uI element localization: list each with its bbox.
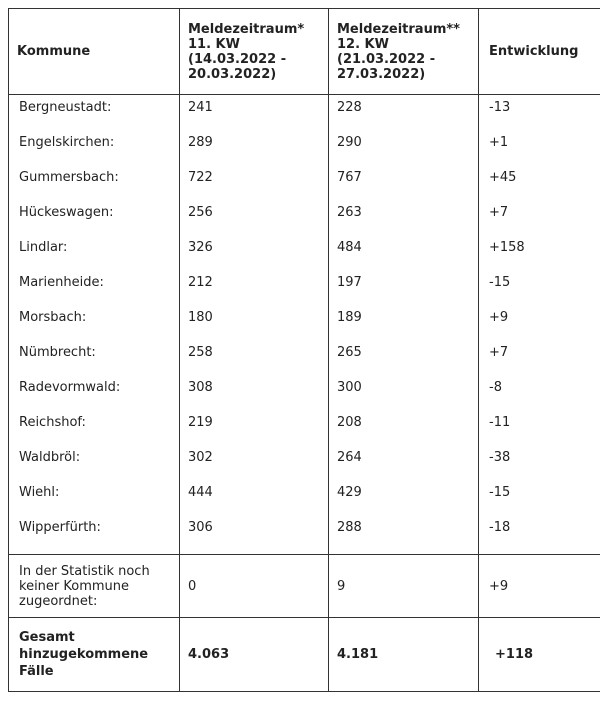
- kommune-cell: Wiehl:: [19, 485, 60, 500]
- kommune-cell: Wipperfürth:: [19, 520, 101, 535]
- kw12-cell: 189: [337, 310, 362, 325]
- entwicklung-cell: -13: [489, 100, 511, 115]
- kommune-cell: Bergneustadt:: [19, 100, 112, 115]
- header-entwicklung: Entwicklung: [479, 9, 600, 95]
- kw11-cell: 241: [188, 100, 213, 115]
- header-kw11-line-3: (14.03.2022 -: [188, 51, 287, 67]
- total-row: [9, 618, 600, 692]
- unassigned-entwicklung: +9: [479, 555, 600, 618]
- kommune-cell: Nümbrecht:: [19, 345, 96, 360]
- header-row: [9, 9, 600, 95]
- header-kommune: Kommune: [9, 9, 180, 95]
- unassigned-kw11: 0: [180, 555, 329, 618]
- total-label-line-2: hinzugekommene: [19, 647, 149, 662]
- total-kw11: 4.063: [180, 618, 329, 692]
- total-label: [9, 618, 180, 692]
- kw12-cell: 265: [337, 345, 362, 360]
- entwicklung-cell: -11: [489, 415, 511, 430]
- unassigned-label-line-2: keiner Kommune: [19, 578, 130, 594]
- kw11-cell: 256: [188, 205, 213, 220]
- kw11-cell: 444: [188, 485, 213, 500]
- kommune-cell: Hückeswagen:: [19, 205, 114, 220]
- kw12-cell: 263: [337, 205, 362, 220]
- total-label-line-3: Fälle: [19, 664, 54, 679]
- kommune-cell: Engelskirchen:: [19, 135, 115, 150]
- kw12-cell: 228: [337, 100, 362, 115]
- kommune-cell: Reichshof:: [19, 415, 86, 430]
- entwicklung-cell: +9: [489, 310, 509, 325]
- kw11-cell: 219: [188, 415, 213, 430]
- header-period-kw11: [180, 9, 329, 95]
- entwicklung-cell: -15: [489, 275, 511, 290]
- kommune-cell: Lindlar:: [19, 240, 68, 255]
- kw12-column: [329, 95, 479, 555]
- kommune-cell: Radevormwald:: [19, 380, 121, 395]
- unassigned-label-line-3: zugeordnet:: [19, 593, 98, 609]
- kommune-cell: Marienheide:: [19, 275, 104, 290]
- kommune-cell: Gummersbach:: [19, 170, 119, 185]
- case-statistics-table: [8, 8, 600, 692]
- header-kw12-line-3: (21.03.2022 -: [337, 51, 436, 67]
- kw11-cell: 308: [188, 380, 213, 395]
- kw12-cell: 208: [337, 415, 362, 430]
- kommune-cell: Waldbröl:: [19, 450, 81, 465]
- header-kw11-line-2: 11. KW: [188, 36, 240, 52]
- kw11-cell: 326: [188, 240, 213, 255]
- kw11-cell: 289: [188, 135, 213, 150]
- total-label-line-1: Gesamt: [19, 630, 75, 645]
- entwicklung-cell: -38: [489, 450, 511, 465]
- kw11-cell: 258: [188, 345, 213, 360]
- header-kw11-line-1: Meldezeitraum*: [188, 21, 305, 37]
- entwicklung-cell: +7: [489, 345, 509, 360]
- kw12-cell: 288: [337, 520, 362, 535]
- entwicklung-cell: -8: [489, 380, 502, 395]
- entwicklung-cell: +158: [489, 240, 525, 255]
- total-kw12: 4.181: [329, 618, 479, 692]
- unassigned-label: [9, 555, 180, 618]
- kw12-cell: 429: [337, 485, 362, 500]
- entwicklung-column: [479, 95, 600, 555]
- header-period-kw12: [329, 9, 479, 95]
- header-kw12-line-4: 27.03.2022): [337, 66, 426, 82]
- entwicklung-cell: +1: [489, 135, 509, 150]
- kw12-cell: 484: [337, 240, 362, 255]
- header-kw12-line-1: Meldezeitraum**: [337, 21, 460, 37]
- kw11-cell: 212: [188, 275, 213, 290]
- total-entwicklung: +118: [479, 618, 600, 692]
- entwicklung-cell: +7: [489, 205, 509, 220]
- kw11-cell: 302: [188, 450, 213, 465]
- kw11-cell: 722: [188, 170, 213, 185]
- entwicklung-cell: -18: [489, 520, 511, 535]
- kw12-cell: 767: [337, 170, 362, 185]
- kommune-cell: Morsbach:: [19, 310, 87, 325]
- kw11-column: [180, 95, 329, 555]
- entwicklung-cell: -15: [489, 485, 511, 500]
- kw12-cell: 197: [337, 275, 362, 290]
- unassigned-kw12: 9: [329, 555, 479, 618]
- kw11-cell: 180: [188, 310, 213, 325]
- kw11-cell: 306: [188, 520, 213, 535]
- kw12-cell: 300: [337, 380, 362, 395]
- header-kw12-line-2: 12. KW: [337, 36, 389, 52]
- municipality-rows: [9, 95, 600, 555]
- kw12-cell: 264: [337, 450, 362, 465]
- header-kw11-line-4: 20.03.2022): [188, 66, 277, 82]
- unassigned-label-line-1: In der Statistik noch: [19, 563, 150, 579]
- unassigned-row: [9, 555, 600, 618]
- kw12-cell: 290: [337, 135, 362, 150]
- kommune-column: [9, 95, 180, 555]
- entwicklung-cell: +45: [489, 170, 517, 185]
